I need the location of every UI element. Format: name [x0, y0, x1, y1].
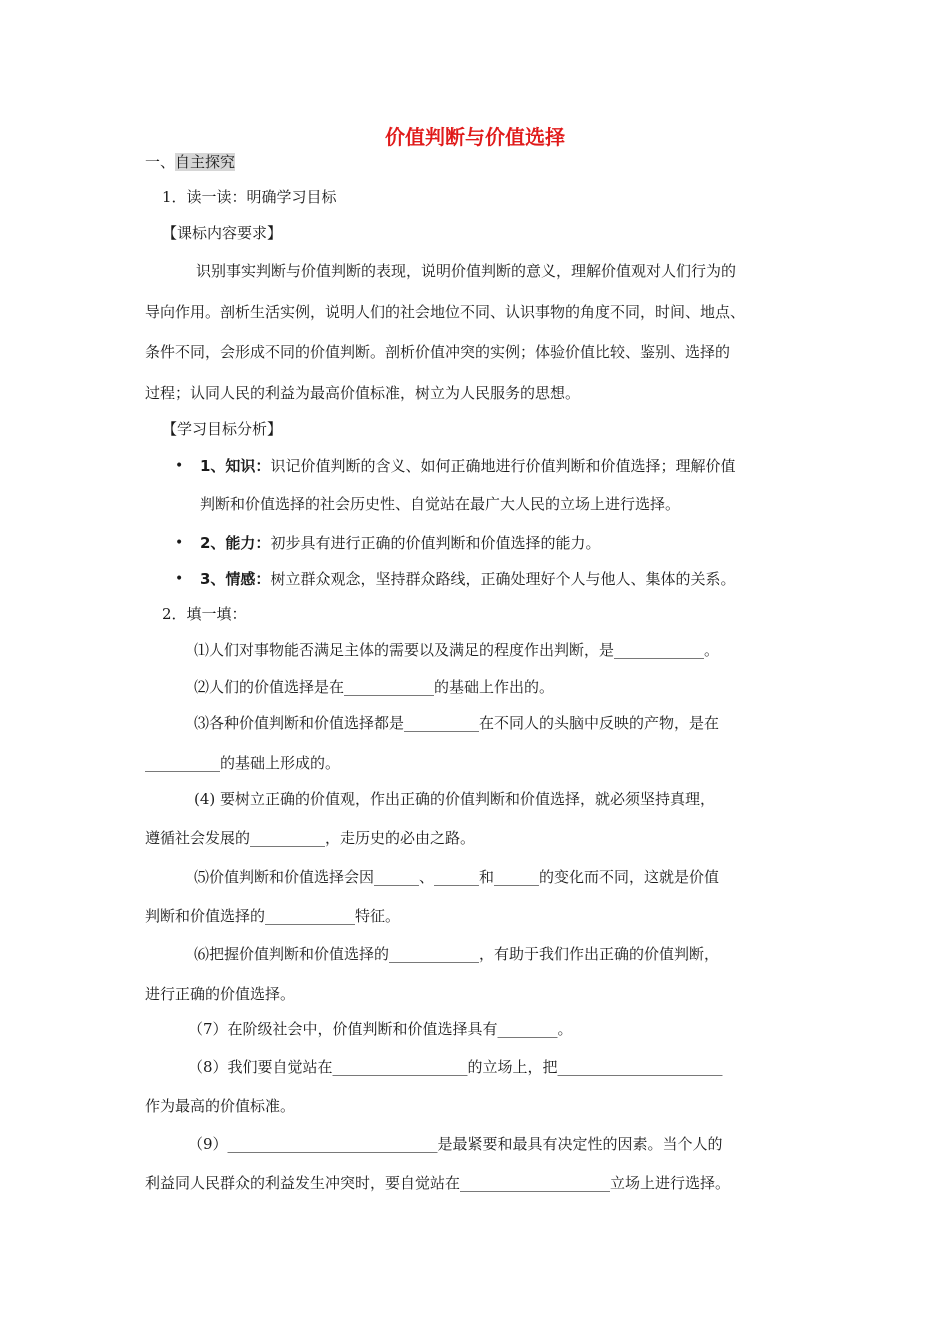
goal-text: 识记价值判断的含义、如何正确地进行价值判断和价值选择；理解价值 [270, 457, 736, 475]
fill-item: ⑸价值判断和价值选择会因______、______和______的变化而不同，这就是价值 [194, 868, 720, 886]
goal-item [200, 456, 735, 476]
fill-item-continued: 遵循社会发展的__________，走历史的必由之路。 [145, 829, 476, 847]
goal-label: 3、情感： [200, 570, 271, 588]
goal-item [200, 533, 600, 553]
fill-item: (4) 要树立正确的价值观，作出正确的价值判断和价值选择，就必须坚持真理， [194, 790, 716, 808]
mubiao-heading: 【学习目标分析】 [162, 420, 283, 438]
fill-item: ⑴人们对事物能否满足主体的需要以及满足的程度作出判断，是____________。 [194, 641, 720, 659]
fill-item-continued: 判断和价值选择的____________特征。 [145, 907, 401, 925]
kebiao-line: 识别事实判断与价值判断的表现，说明价值判断的意义，理解价值观对人们行为的 [196, 262, 737, 280]
page-title: 价值判断与价值选择 [385, 125, 565, 149]
fill-item: （7）在阶级社会中，价值判断和价值选择具有________。 [188, 1020, 573, 1038]
fill-item-continued: 利益同人民群众的利益发生冲突时，要自觉站在____________________立场上进行选择。 [145, 1174, 731, 1192]
bullet-icon: • [175, 458, 184, 474]
goal-text: 初步具有进行正确的价值判断和价值选择的能力。 [270, 534, 601, 552]
kebiao-line: 导向作用。剖析生活实例，说明人们的社会地位不同、认识事物的角度不同，时间、地点、 [145, 303, 746, 321]
section-heading [145, 152, 235, 172]
fill-item: （8）我们要自觉站在__________________的立场上，把______________________ [188, 1058, 723, 1076]
part1-heading: 1．读一读：明确学习目标 [162, 188, 337, 206]
fill-item-continued: __________的基础上形成的。 [145, 754, 341, 772]
bullet-icon: • [175, 571, 184, 587]
kebiao-heading: 【课标内容要求】 [162, 224, 283, 242]
section-label: 自主探究 [175, 153, 236, 171]
section-number: 一、 [145, 153, 176, 171]
goal-text-continued: 判断和价值选择的社会历史性、自觉站在最广大人民的立场上进行选择。 [200, 495, 681, 513]
goal-text: 树立群众观念，坚持群众路线，正确处理好个人与他人、集体的关系。 [270, 570, 736, 588]
fill-item: ⑹把握价值判断和价值选择的____________，有助于我们作出正确的价值判断， [194, 945, 720, 963]
fill-item: ⑶各种价值判断和价值选择都是__________在不同人的头脑中反映的产物，是在 [194, 714, 720, 732]
fill-item: ⑵人们的价值选择是在____________的基础上作出的。 [194, 678, 555, 696]
fill-item: （9）____________________________是最紧要和最具有决定性的因素。当个人的 [188, 1135, 723, 1153]
part2-heading: 2．填一填： [162, 605, 247, 623]
fill-item-continued: 作为最高的价值标准。 [145, 1097, 296, 1115]
goal-item [200, 569, 735, 589]
kebiao-line: 条件不同，会形成不同的价值判断。剖析价值冲突的实例；体验价值比较、鉴别、选择的 [145, 343, 731, 361]
goal-label: 1、知识： [200, 457, 271, 475]
kebiao-line: 过程；认同人民的利益为最高价值标准，树立为人民服务的思想。 [145, 384, 581, 402]
fill-item-continued: 进行正确的价值选择。 [145, 985, 296, 1003]
goal-label: 2、能力： [200, 534, 271, 552]
bullet-icon: • [175, 535, 184, 551]
